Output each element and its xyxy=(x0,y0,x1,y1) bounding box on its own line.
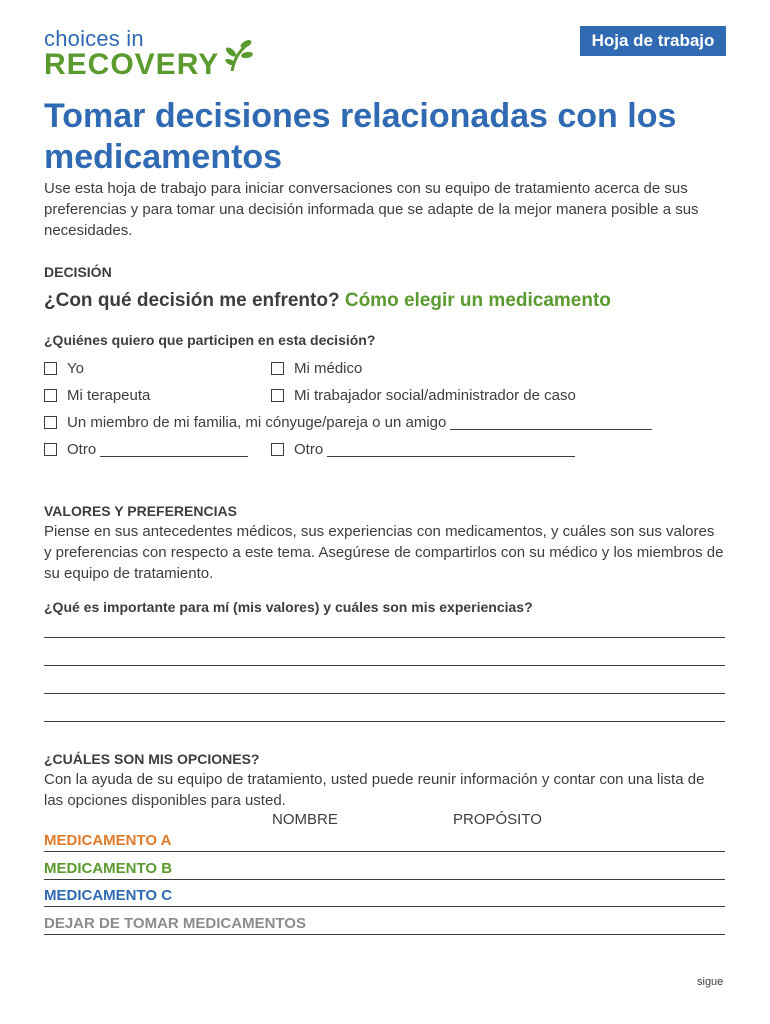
stop-medication-line[interactable] xyxy=(44,934,725,935)
checkbox-label: Mi médico xyxy=(294,360,363,377)
worksheet-badge: Hoja de trabajo xyxy=(580,26,726,56)
otro-1-blank-line[interactable] xyxy=(100,443,248,457)
checkbox-yo[interactable] xyxy=(44,360,84,377)
checkbox-otro-1[interactable] xyxy=(44,441,248,458)
values-label: VALORES Y PREFERENCIAS xyxy=(44,503,237,519)
intro-text: Use esta hoja de trabajo para iniciar conversaciones con su equipo de tratamiento acerca de sus preferencias y para tomar una decisión informada que se adapte de la mejor manera posible a sus necesidades. xyxy=(44,180,699,239)
column-header-name: NOMBRE xyxy=(272,811,338,828)
answer-line[interactable] xyxy=(44,693,725,694)
checkbox-box[interactable] xyxy=(44,443,57,456)
page-title: Tomar decisiones relacionadas con los medicamentos xyxy=(44,97,677,176)
decision-answer: Cómo elegir un medicamento xyxy=(344,290,611,311)
checkbox-label: Mi trabajador social/administrador de caso xyxy=(294,387,576,404)
checkbox-terapeuta[interactable] xyxy=(44,387,150,404)
answer-line[interactable] xyxy=(44,721,725,722)
decision-question xyxy=(44,290,611,312)
checkbox-label: Yo xyxy=(67,360,84,377)
medication-c-line[interactable] xyxy=(44,906,725,907)
checkbox-label: Un miembro de mi familia, mi cónyuge/pareja o un amigo xyxy=(67,414,447,431)
checkbox-label: Otro xyxy=(67,441,97,458)
medication-a-label: MEDICAMENTO A xyxy=(44,832,172,849)
options-text: Con la ayuda de su equipo de tratamiento, usted puede reunir información y contar con una lista de las opciones disponibles para usted. xyxy=(44,771,705,809)
medication-b-line[interactable] xyxy=(44,879,725,880)
logo-text-bottom: RECOVERY xyxy=(44,48,220,81)
logo-text-top: choices in xyxy=(44,26,144,51)
checkbox-box[interactable] xyxy=(271,362,284,375)
decision-question-text: ¿Con qué decisión me enfrento? xyxy=(44,290,340,311)
checkbox-otro-2[interactable] xyxy=(271,441,575,458)
checkbox-box[interactable] xyxy=(271,389,284,402)
checkbox-familia[interactable] xyxy=(44,414,652,431)
sprout-icon xyxy=(222,38,254,72)
checkbox-trabajador-social[interactable] xyxy=(271,387,576,404)
values-text: Piense en sus antecedentes médicos, sus experiencias con medicamentos, y cuáles son sus valores y preferencias con respecto a este tema. Asegúrese de compartirlos con su médico y los miembros de su equipo de tratamiento. xyxy=(44,523,724,582)
checkbox-box[interactable] xyxy=(44,362,57,375)
decision-label: DECISIÓN xyxy=(44,264,112,280)
participants-question: ¿Quiénes quiero que participen en esta decisión? xyxy=(44,332,376,348)
options-label: ¿CUÁLES SON MIS OPCIONES? xyxy=(44,751,260,767)
medication-b-label: MEDICAMENTO B xyxy=(44,860,173,877)
values-question: ¿Qué es importante para mí (mis valores) y cuáles son mis experiencias? xyxy=(44,599,533,615)
checkbox-box[interactable] xyxy=(44,389,57,402)
answer-line[interactable] xyxy=(44,637,725,638)
checkbox-label: Mi terapeuta xyxy=(67,387,151,404)
checkbox-box[interactable] xyxy=(271,443,284,456)
checkbox-box[interactable] xyxy=(44,416,57,429)
otro-2-blank-line[interactable] xyxy=(327,443,575,457)
checkbox-label: Otro xyxy=(294,441,324,458)
answer-line[interactable] xyxy=(44,665,725,666)
continue-text: sigue xyxy=(697,976,724,988)
familia-blank-line[interactable] xyxy=(450,416,652,430)
checkbox-medico[interactable] xyxy=(271,360,362,377)
column-header-purpose: PROPÓSITO xyxy=(453,811,542,828)
medication-a-line[interactable] xyxy=(44,851,725,852)
stop-medication-label: DEJAR DE TOMAR MEDICAMENTOS xyxy=(44,915,306,932)
medication-c-label: MEDICAMENTO C xyxy=(44,887,173,904)
brand-logo xyxy=(44,26,254,82)
